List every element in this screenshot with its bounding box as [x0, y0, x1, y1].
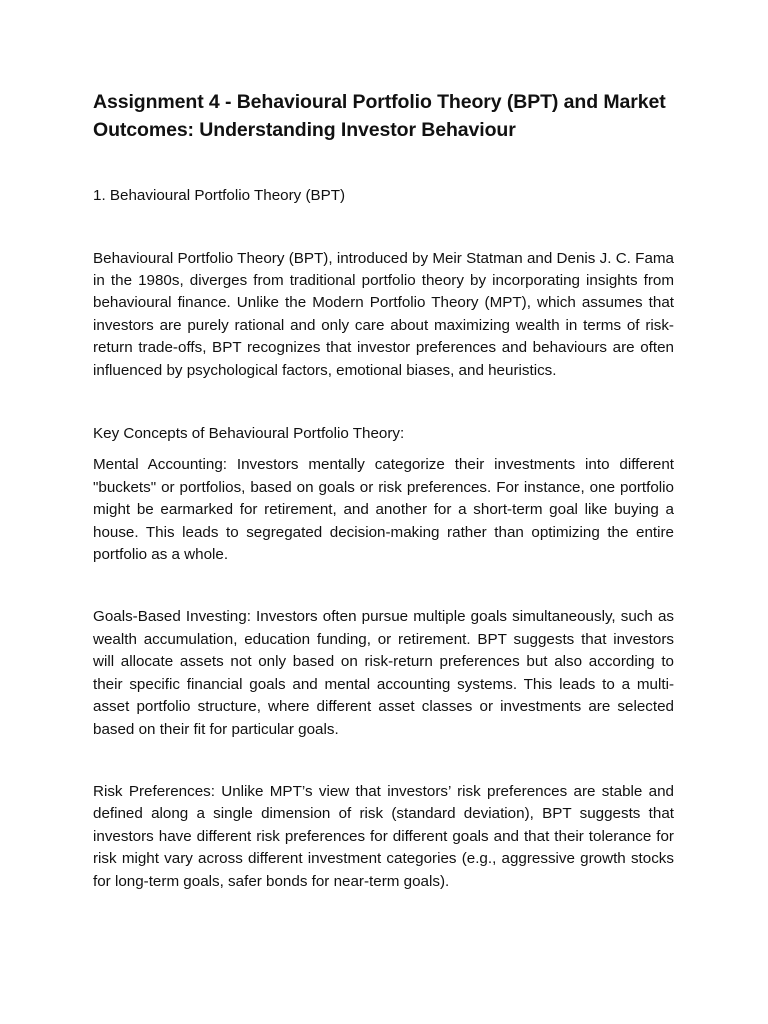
- document-page: [93, 88, 674, 893]
- document-title: Assignment 4 - Behavioural Portfolio Theory (BPT) and Market Outcomes: Understanding Investor Behaviour: [93, 91, 666, 141]
- section-heading: 1. Behavioural Portfolio Theory (BPT): [93, 187, 346, 204]
- risk-preferences-paragraph: Risk Preferences: Unlike MPT’s view that investors’ risk preferences are stable and defined along a single dimension of risk (standard deviation), BPT suggests that investors have different risk preferences for different goals and that their tolerance for risk might vary across different investment categories (e.g., aggressive growth stocks for long-term goals, safer bonds for near-term goals).: [93, 782, 674, 890]
- goals-based-investing-paragraph: Goals-Based Investing: Investors often pursue multiple goals simultaneously, such as wealth accumulation, education funding, or retirement. BPT suggests that investors will allocate assets not only based on risk-return preferences but also according to their specific financial goals and mental accounting systems. This leads to a multi-asset portfolio structure, where different asset classes or investments are selected based on their fit for particular goals.: [93, 608, 674, 738]
- key-concepts-heading: Key Concepts of Behavioural Portfolio Theory:: [93, 424, 405, 442]
- mental-accounting-paragraph: Mental Accounting: Investors mentally categorize their investments into different "buckets" or portfolios, based on goals or risk preferences. For instance, one portfolio might be earmarked for retirement, and another for a short-term goal like buying a house. This leads to segregated decision-making rather than optimizing the entire portfolio as a whole.: [93, 456, 674, 564]
- intro-paragraph: Behavioural Portfolio Theory (BPT), introduced by Meir Statman and Denis J. C. Fama in the 1980s, diverges from traditional portfolio theory by incorporating insights from behavioural finance. Unlike the Modern Portfolio Theory (MPT), which assumes that investors are purely rational and only care about maximizing wealth in terms of risk-return trade-offs, BPT recognizes that investor preferences and behaviours are often influenced by psychological factors, emotional biases, and heuristics.: [93, 249, 674, 379]
